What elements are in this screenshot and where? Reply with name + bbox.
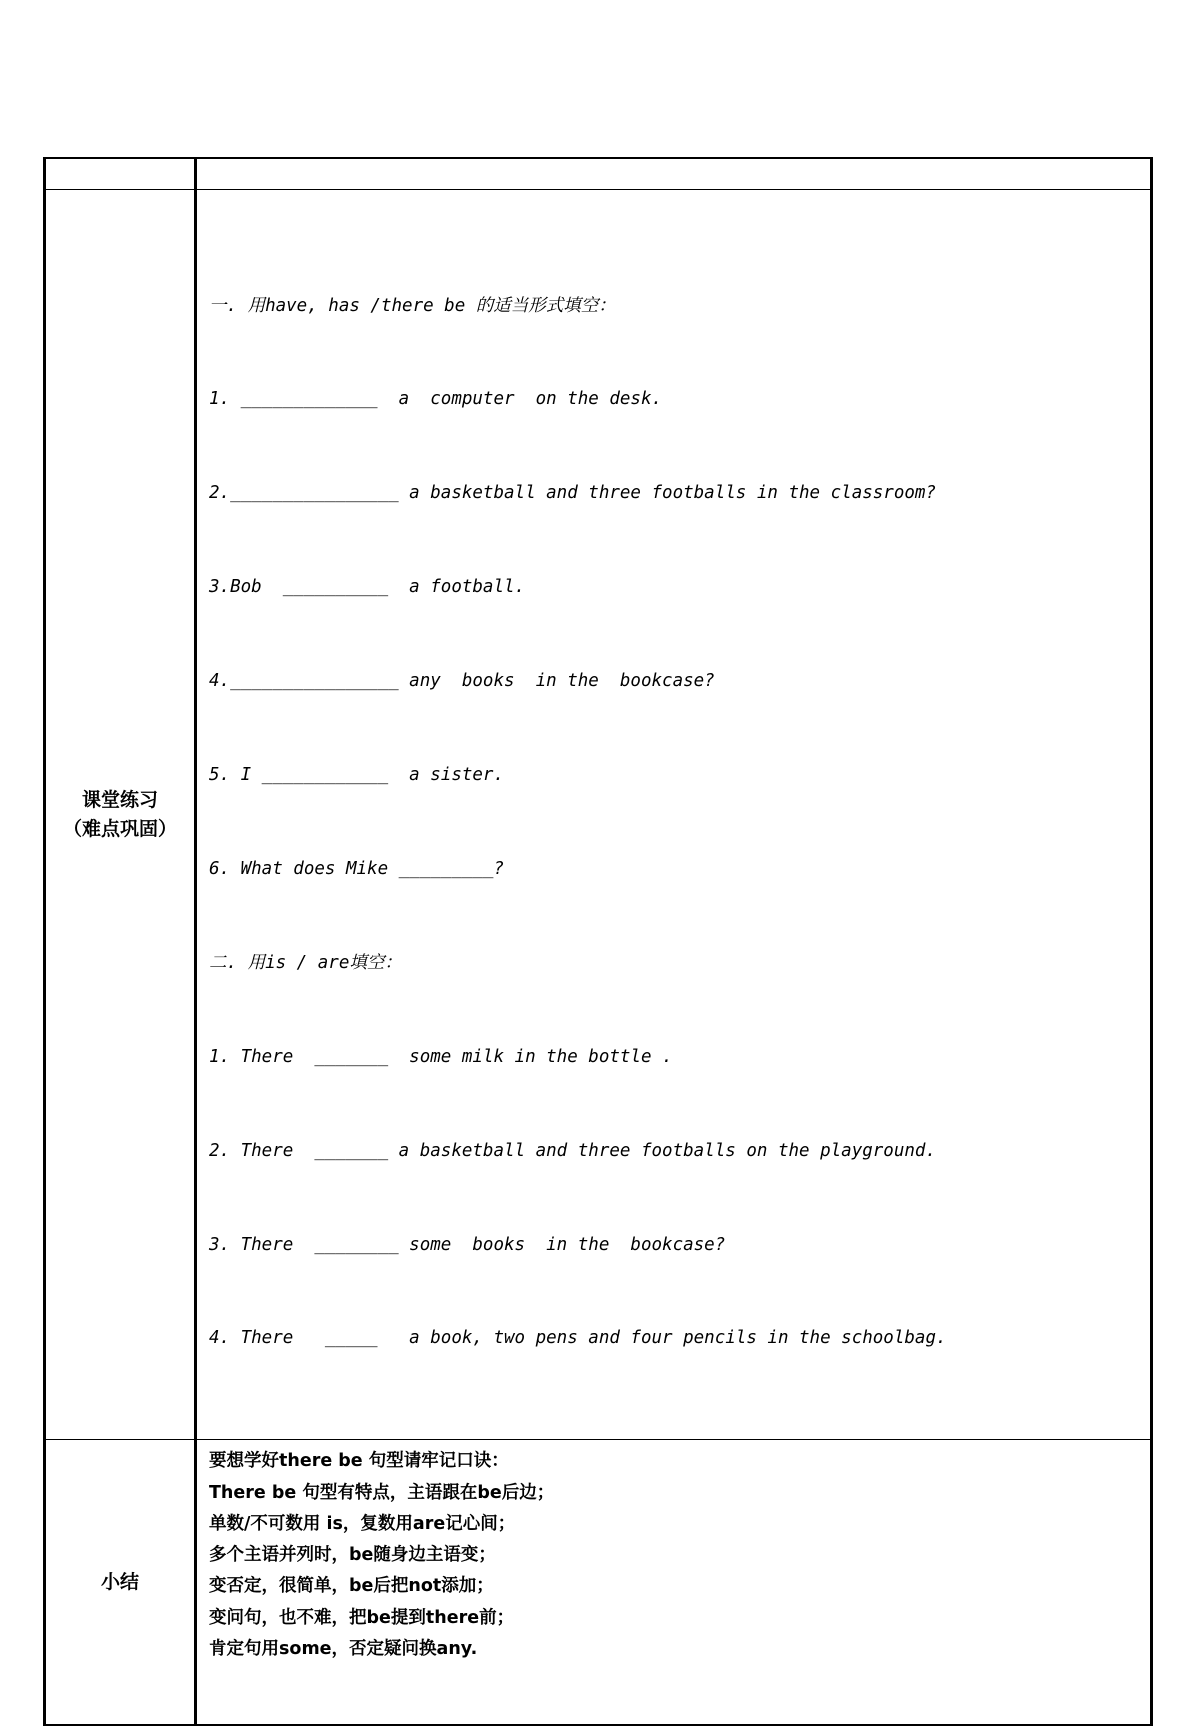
summary-line: 多个主语并列时，be随身边主语变；: [209, 1545, 496, 1566]
exercise-section-2-heading: 二. 用is / are填空：: [209, 952, 402, 973]
practice-row: [45, 190, 1152, 1440]
summary-line: There be 句型有特点，主语跟在be后边；: [209, 1482, 555, 1503]
practice-label-subtitle: （难点巩固）: [62, 817, 177, 840]
header-label-cell: [45, 158, 196, 190]
practice-exercises-cell: [196, 190, 1152, 1440]
exercise-section-1-heading: 一. 用have, has /there be 的适当形式填空：: [209, 295, 616, 316]
summary-content-cell: [196, 1440, 1152, 1726]
exercise-item: 4. There _____ a book, two pens and four pencils in the schoolbag.: [209, 1328, 947, 1349]
exercise-item: 1. _____________ a computer on the desk.: [209, 389, 663, 410]
exercise-item: 2.________________ a basketball and three footballs in the classroom?: [209, 483, 936, 504]
exercise-item: 5. I ____________ a sister.: [209, 765, 505, 786]
header-content-cell: [196, 158, 1152, 190]
practice-label-cell: [45, 190, 196, 1440]
summary-line: 肯定句用some，否定疑问换any.: [209, 1639, 478, 1660]
exercise-item: 3. There ________ some books in the bookcase?: [209, 1234, 726, 1255]
summary-line: 要想学好there be 句型请牢记口诀：: [209, 1451, 509, 1472]
practice-label-title: 课堂练习: [81, 788, 158, 811]
exercise-item: 3.Bob __________ a football.: [209, 577, 526, 598]
exercise-item: 6. What does Mike _________?: [209, 858, 505, 879]
exercise-item: 2. There _______ a basketball and three footballs on the playground.: [209, 1140, 936, 1161]
exercise-item: 1. There _______ some milk in the bottle .: [209, 1046, 673, 1067]
header-row: [45, 158, 1152, 190]
summary-line: 变问句，也不难，把be提到there前；: [209, 1607, 515, 1628]
summary-label-cell: 小结: [45, 1440, 196, 1726]
summary-line: 单数/不可数用 is，复数用are记心间；: [209, 1513, 516, 1534]
summary-row: [45, 1440, 1152, 1726]
exercise-item: 4.________________ any books in the bookcase?: [209, 671, 715, 692]
summary-line: 变否定，很简单，be后把not添加；: [209, 1576, 494, 1597]
worksheet-table: [43, 157, 1153, 1726]
